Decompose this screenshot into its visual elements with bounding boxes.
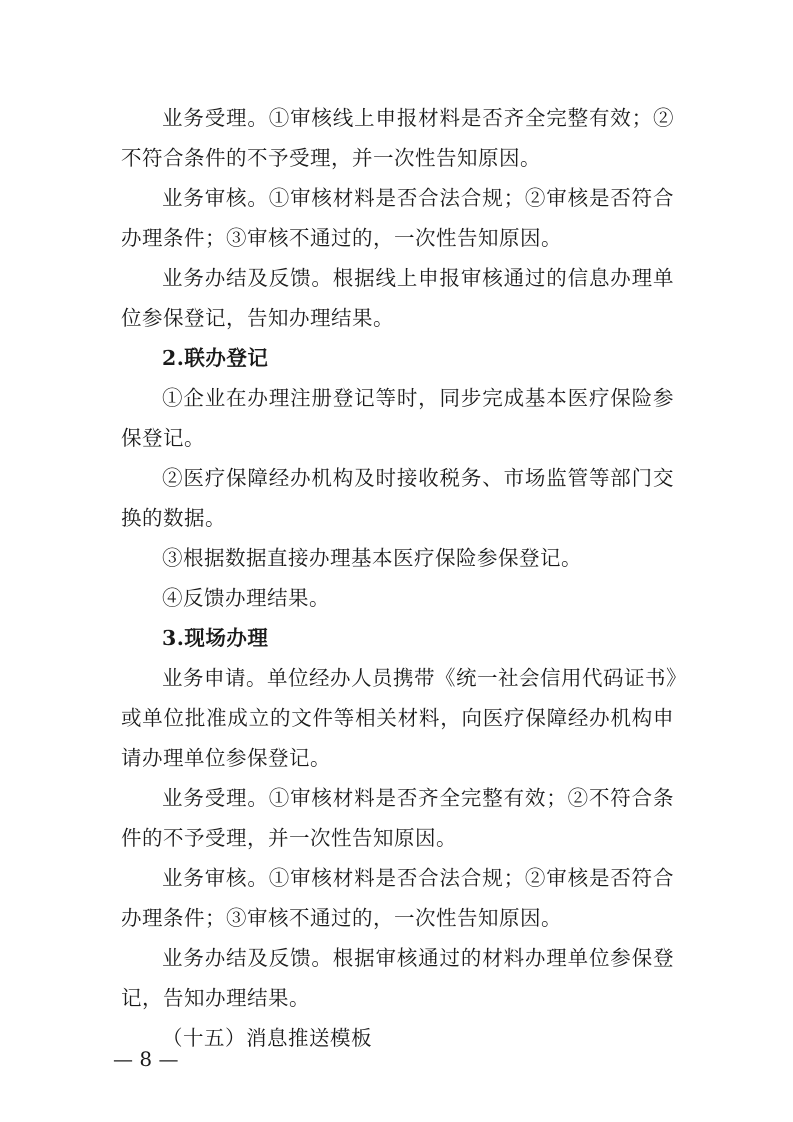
paragraph-line: 办理条件；③审核不通过的，一次性告知原因。 <box>121 906 562 930</box>
paragraph-line: 位参保登记，告知办理结果。 <box>121 306 394 330</box>
paragraph-line: 不符合条件的不予受理，并一次性告知原因。 <box>121 146 541 170</box>
paragraph-line: 业务办结及反馈。根据线上申报审核通过的信息办理单 <box>162 266 674 290</box>
paragraph-line: ④反馈办理结果。 <box>162 586 330 610</box>
paragraph-line: ①企业在办理注册登记等时，同步完成基本医疗保险参 <box>162 386 674 410</box>
page-number: — 8 — <box>113 1047 179 1071</box>
paragraph-line: 请办理单位参保登记。 <box>121 746 331 770</box>
section-heading: 2.联办登记 <box>162 346 269 370</box>
paragraph-line: 业务受理。①审核线上申报材料是否齐全完整有效；② <box>162 106 674 130</box>
paragraph-line: 业务受理。①审核材料是否齐全完整有效；②不符合条 <box>162 786 674 810</box>
paragraph-line: 业务审核。①审核材料是否合法合规；②审核是否符合 <box>162 866 674 890</box>
paragraph-line: 业务审核。①审核材料是否合法合规；②审核是否符合 <box>162 186 674 210</box>
paragraph-line: ②医疗保障经办机构及时接收税务、市场监管等部门交 <box>162 466 674 490</box>
paragraph-line: 业务申请。单位经办人员携带《统一社会信用代码证书》 <box>162 666 687 690</box>
paragraph-line: ③根据数据直接办理基本医疗保险参保登记。 <box>162 546 582 570</box>
paragraph-line: 或单位批准成立的文件等相关材料，向医疗保障经办机构申 <box>121 706 674 730</box>
section-heading: 3.现场办理 <box>162 626 269 650</box>
paragraph-line: 业务办结及反馈。根据审核通过的材料办理单位参保登 <box>162 946 674 970</box>
paragraph-line: 换的数据。 <box>121 506 226 530</box>
paragraph-line: 件的不予受理，并一次性告知原因。 <box>121 826 457 850</box>
paragraph-line: 办理条件；③审核不通过的，一次性告知原因。 <box>121 226 562 250</box>
subsection-heading: （十五）消息推送模板 <box>162 1026 372 1050</box>
paragraph-line: 保登记。 <box>121 426 205 450</box>
paragraph-line: 记，告知办理结果。 <box>121 986 310 1010</box>
